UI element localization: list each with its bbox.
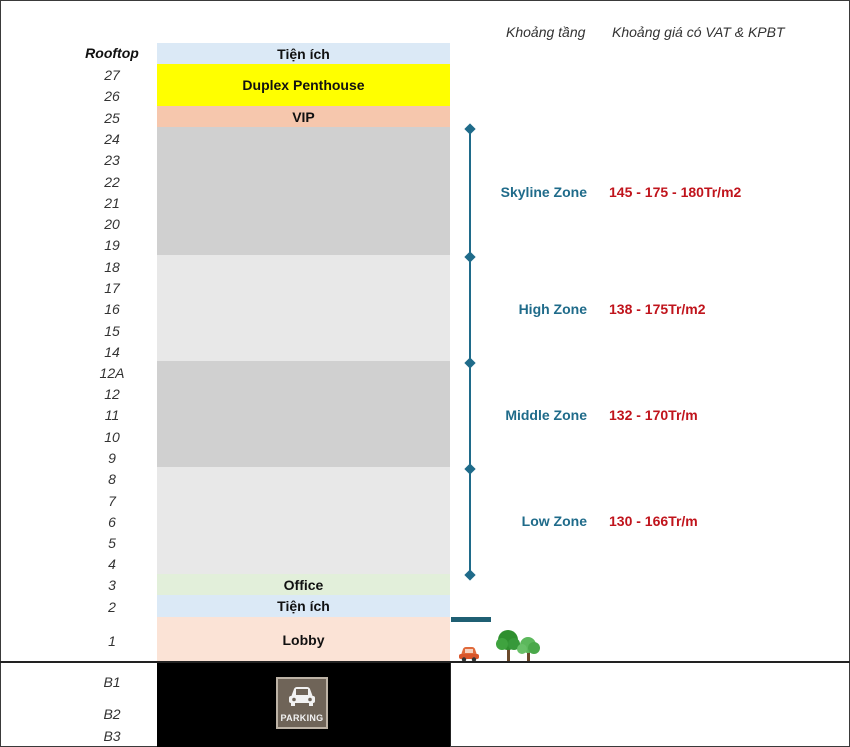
floor-label: 4 [108,556,116,572]
floor-label: 24 [104,131,120,147]
band-label: Tiện ích [277,598,330,614]
amenity-band [157,595,450,617]
parking-sign [276,677,328,729]
zone-name-middle: Middle Zone [505,407,587,423]
band-label: Office [283,576,324,593]
floor-label: 11 [104,407,120,423]
lobby-band [157,617,450,662]
floor-label: 16 [104,301,120,317]
basement-frame [450,662,850,746]
floor-label: 9 [108,450,116,466]
floor-label: 20 [104,216,120,232]
office-band [157,574,450,595]
vip-band [157,106,450,127]
band-label: Lobby [282,631,325,648]
floor-label: 21 [104,195,120,211]
floor-label: 12 [104,386,120,402]
floor-label-rooftop: Rooftop [85,45,139,61]
zone-name-low: Low Zone [521,513,587,529]
rooftop-amenity-band [157,43,450,64]
skyline-zone-band [157,127,450,255]
middle-zone-band [157,361,450,467]
floor-label: 10 [104,429,120,445]
basement-label: B3 [103,728,121,744]
floor-label: 18 [104,259,120,275]
zone-name-skyline: Skyline Zone [500,184,587,200]
low-zone-band [157,467,450,574]
floor-label: 19 [104,237,120,253]
floor-label: 8 [108,471,116,487]
trees-icon [490,626,548,664]
zone-price-high: 138 - 175Tr/m2 [609,301,706,317]
floor-label: 12A [99,365,125,381]
zone-price-middle: 132 - 170Tr/m [609,407,698,423]
floor-range-header: Khoảng tầng [506,24,586,40]
floor-label: 26 [104,88,120,104]
floor-label: 2 [108,599,116,615]
floor-label: 5 [108,535,116,551]
floor-label: 6 [108,514,116,530]
ground-level-marker [451,617,491,622]
floor-label: 25 [104,110,120,126]
band-label: VIP [292,108,315,125]
parking-label: PARKING [280,713,324,723]
band-label: Tiện ích [277,45,330,62]
basement-label: B2 [103,706,121,722]
floor-label: 23 [104,152,120,168]
floor-label: 15 [104,323,120,339]
floor-label: 17 [104,280,120,296]
car-icon [458,644,480,662]
zone-name-high: High Zone [518,301,587,317]
floor-label: 27 [104,67,120,83]
penthouse-band [157,64,450,106]
floor-label: 1 [108,633,116,649]
floor-label: 3 [108,577,116,593]
parking-car-icon [286,685,318,707]
band-label: Duplex Penthouse [242,77,365,93]
zone-price-skyline: 145 - 175 - 180Tr/m2 [609,184,742,200]
floor-label: 14 [104,344,120,360]
price-range-header: Khoảng giá có VAT & KPBT [612,24,785,40]
floor-label: 7 [108,493,116,509]
floor-label: 22 [104,174,120,190]
basement-label: B1 [103,674,121,690]
high-zone-band [157,255,450,361]
zone-price-low: 130 - 166Tr/m [609,513,698,529]
